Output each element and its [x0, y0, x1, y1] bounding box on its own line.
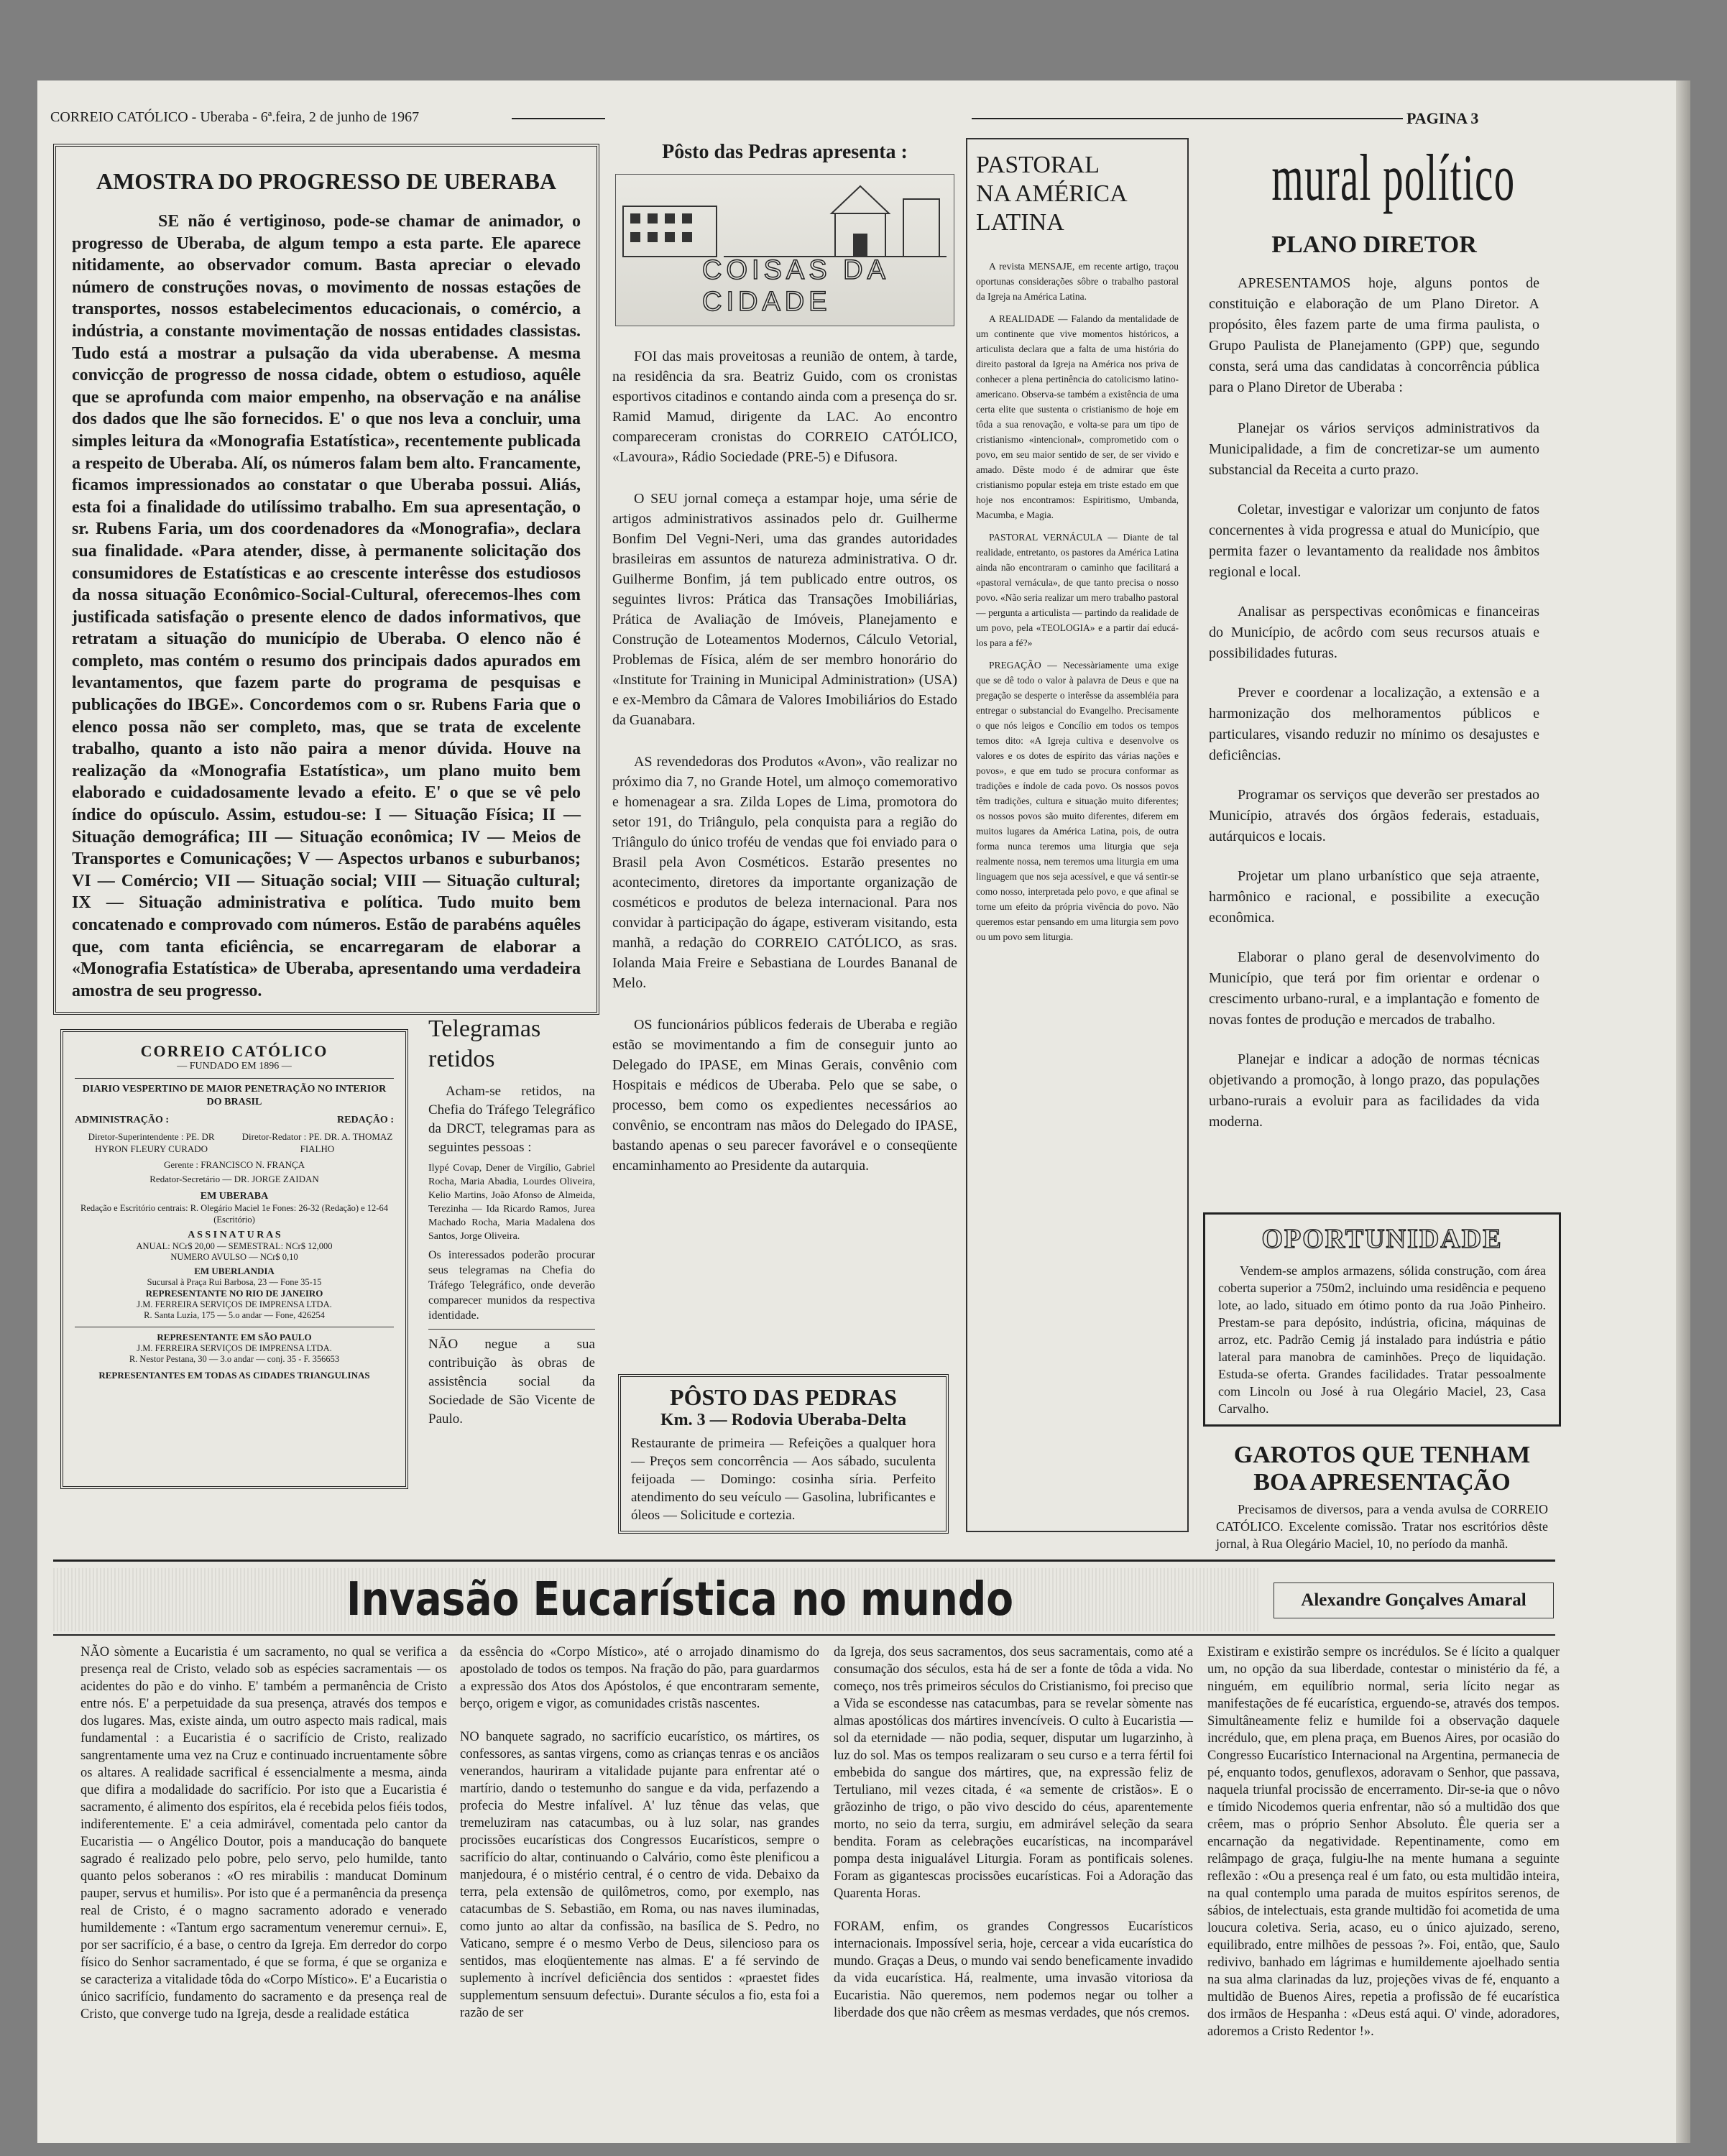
mural-point: Prever e coordenar a localização, a extensão e a harmonização dos melhoramentos públicos e particulares, visando reduzir no mínimo os desajustes e deficiências. — [1209, 685, 1539, 763]
expediente-gerente: Gerente : FRANCISCO N. FRANÇA — [163, 1159, 305, 1170]
expediente-rep-rio: REPRESENTANTE NO RIO DE JANEIRO — [145, 1288, 323, 1299]
pastoral-pregacao: PREGAÇÃO — Necessàriamente uma exige que se dê todo o valor à palavra de Deus e que na pregação se desperte o interêsse da assembléia para entregar o substancial do Evangelho. Precisamente o que nós leigos e Concílio em todos os tempos temos dito: «A Igreja cultiva e desenvolve os valores e os dotes de espírito das várias nações e povos», e que em tudo se procura conformar as tradições e índole de cada povo. Os nossos povos têm tradições, cultura e situação muito diferentes; os nossos povos são muito diferentes, diferem em muitos lugares da América Latina, pois, de outra forma nunca teremos uma liturgia que seja realmente nossa, nem teremos uma liturgia em uma linguagem que nos seja acessível, e que vá sentir-se como nosso, interpretada pelo povo, e que afinal se torne um efeito da própria vivência do povo. Não queremos estar pensando em uma liturgia sem povo ou um povo sem liturgia. — [976, 660, 1179, 942]
oportunidade-title: OPORTUNIDADE — [1261, 1224, 1503, 1254]
amostra-body: SE não é vertiginoso, pode-se chamar de animador, o progresso de Uberaba, de algum tempo a esta parte. Ele aparece nitidamente, ao observador comum. Basta apreciar o elevado número de construções novas, o movimento de nossas estações de transportes, nossos estabelecimentos educacionais, o comércio, a indústria, a constante movimentação de nossas entidades classistas. Tudo está a mostrar a pulsação da vida uberabense. A mesma convicção de progresso de nossa cidade, obtem o estudioso, aquêle que se aprofunda com maior empenho, na observação e na análise dos dados que lhe são fornecidos. E' o que nos leva a concluir, uma simples leitura da «Monografia Estatística», recentemente publicada a respeito de Uberaba. Alí, os números falam bem alto. Francamente, ficamos impressionados ao constatar o que Uberaba possui. Aliás, esta foi a finalidade do utilíssimo trabalho. Em sua apresentação, o sr. Rubens Faria, um dos coordenadores da «Monografia», declara sua finalidade. «Para atender, disse, à permanente solicitação dos consumidores de Estatísticas e ao crescente interêsse dos estudiosos da nossa situação Econômico-Social-Cultural, oferecemos-lhes com justificada satisfação o presente elenco de dados informativos, que retratam a situação do município de Uberaba. O elenco não é completo, mas contém o resumo dos principais dados apurados em levantamentos, que fazem parte do programa de pesquisas e publicações do IBGE». Concordemos com o sr. Rubens Faria que o elenco possa não ser completo, mas, que se trata de excelente trabalho, quanto a isto não paira a menor dúvida. Houve na realização da «Monografia Estatística», um plano muito bem elaborado e cuidadosamente levado a efeito. E' o que se vê pelo índice do opúsculo. Assim, estudou-se: I — Situação Física; II — Situação demográfica; III — Situação econômica; IV — Meios de Transportes e Comunicações; V — Aspectos urbanos e suburbanos; VI — Comércio; VII — Situação social; VIII — Situação cultural; IX — Situação administrativa e política. Tudo muito bem concatenado e comprovado com números. Estão de parabéns aquêles que, com tanta eficiência, se encarregaram de elaborar a «Monografia Estatística» de Uberaba, apresentando uma verdadeira amostra de seu progresso. — [72, 212, 581, 1000]
expediente-assinaturas: A S S I N A T U R A S — [188, 1230, 281, 1240]
expediente-director-super: Diretor-Superintendente : PE. DR HYRON FLEURY CURADO — [88, 1131, 215, 1154]
garotos-body: Precisamos de diversos, para a venda avulsa de CORREIO CATÓLICO. Excelente comissão. Tratar nos escritórios dêste jornal, à Rua Olegário Maciel, 10, no período da manhã. — [1216, 1502, 1548, 1551]
mural-point: Analisar as perspectivas econômicas e financeiras do Município, de acôrdo com seus recursos atuais e possibilidades futuras. — [1209, 604, 1539, 661]
expediente-uberlandia: EM UBERLANDIA — [194, 1266, 275, 1276]
posto-ad-box — [618, 1374, 949, 1534]
oportunidade-body: Vendem-se amplos armazens, sólida construção, com área coberta superior a 750m2, incluindo uma residência e pequeno lote, ao lado, situado em ótimo ponto da rua João Pinheiro. Prestam-se para depósito, indústria, oficina, máquinas de arroz, etc. Padrão Cemig já instalado para indústria e pátio lateral para manobra de caminhões. Preço de liquidação. Estuda-se oferta. Grandes facilidades. Tratar pessoalmente com Lincoln ou José à rua Olegário Maciel, 23, Casa Carvalho. — [1218, 1263, 1546, 1416]
mural-column — [1202, 138, 1547, 1202]
pastoral-column — [966, 138, 1189, 1532]
garotos-title-1: GAROTOS QUE TENHAM — [1233, 1442, 1531, 1468]
expediente-redacao-label: REDAÇÃO : — [337, 1115, 394, 1125]
pastoral-title-1: PASTORAL — [976, 152, 1100, 178]
expediente-admin-label: ADMINISTRAÇÃO : — [75, 1115, 170, 1125]
page-fold-shadow — [1676, 80, 1690, 2143]
expediente-em-uberaba: EM UBERABA — [200, 1191, 269, 1202]
expediente-rep-sp: REPRESENTANTE EM SÃO PAULO — [157, 1332, 312, 1342]
mural-point: Programar os serviços que deverão ser prestados ao Município, através dos órgãos federais, estaduais, autárquicos e locais. — [1209, 787, 1539, 844]
telegramas-body-2: Os interessados poderão procurar seus telegramas na Chefia do Tráfego Telegráfico, onde deverão comparecer munidos da respectiva identidade. — [428, 1249, 595, 1322]
mural-points-list — [1209, 418, 1539, 1133]
mural-point: Planejar os vários serviços administrativos da Municipalidade, a fim de concretizar-se um aumento substancial da Receita a curto prazo. — [1209, 420, 1539, 478]
expediente-rep-all: REPRESENTANTES EM TODAS AS CIDADES TRIANGULINAS — [98, 1370, 370, 1381]
invasao-col-2b-text: NO banquete sagrado, no sacrifício eucarístico, os mártires, os confessores, as santas virgens, como as crianças tenras e os anciãos venerandos, hauriram a vitalidade pujante para enfrentar até o martírio, dando o testemunho do sangue e da vida, perfazendo a profecia do Mestre infalível. A' luz tênue das velas, que tremeluziram nas catacumbas, ou à luz solar, nas grandes procissões eucarísticas dos Congressos Eucarísticos, sempre o sacrifício do altar, continuando o Calvário, como êste plenificou a manjedoura, é o mistério central, é o centro de vida. Debaixo da terra, pela extensão de quilômetros, como, por exemplo, nas catacumbas de S. Sebastião, em Roma, ou nas naves iluminadas, como junto ao altar da confissão, na basílica de S. Pedro, no Vaticano, sempre é o mesmo Verbo de Deus, silencioso para os sentidos, mas eloqüentemente nas almas. E' a fé servindo de suplemento à incrível deficiência dos sentidos : «praestet fides supplementum sensuum defectui». Durante séculos a fio, esta foi a razão de ser — [460, 1730, 819, 2020]
expediente-rep-sp-addr: R. Nestor Pestana, 30 — 3.o andar — conj. 35 - F. 356653 — [129, 1354, 340, 1364]
masthead-rule-right — [972, 118, 1403, 119]
mural-section: PLANO DIRETOR — [1271, 231, 1477, 258]
expediente-sucursal: Sucursal à Praça Rui Barbosa, 23 — Fone 35-15 — [147, 1277, 322, 1287]
coisas-p1: FOI das mais proveitosas a reunião de ontem, à tarde, na residência da sra. Beatriz Guido, com os cronistas esportivos citadinos e contando ainda com a presença do sr. Ramid Mamud, dirigente da LAC. Ao encontro compareceram cronistas do CORREIO CATÓLICO, «Lavoura», Rádio Sociedade (PRE-5) e Difusora. — [612, 349, 957, 465]
invasao-title: Invasão Eucarística no mundo — [346, 1573, 1014, 1626]
expediente-rep-rio-firm: J.M. FERREIRA SERVIÇOS DE IMPRENSA LTDA. — [137, 1299, 332, 1309]
pastoral-title-2: NA AMÉRICA — [976, 180, 1128, 207]
posto-ad-title: PÔSTO DAS PEDRAS — [670, 1384, 897, 1410]
coisas-p3: AS revendedoras dos Produtos «Avon», vão realizar no próximo dia 7, no Grande Hotel, um almoço comemorativo e homenagear a sra. Zilda Lopes de Lima, promotora do setor 191, do Triângulo, pela conquista para a região do Triângulo do único troféu de vendas que foi enviado para o Brasil pela Avon Cosméticos. Estarão presentes no acontecimento, diretores da importante organização de cosméticos e produtos de beleza internacional. Para nos convidar à participação do ágape, estiveram visitando, esta manhã, a redação do CORREIO CATÓLICO, as sras. Iolanda Maia Freire e Sebastiana de Lourdes Bananal de Melo. — [612, 754, 957, 991]
posto-ad-body: Restaurante de primeira — Refeições a qualquer hora — Preços sem concorrência — Aos sábado, suculenta feijoada — Domingo: cosinha síria. Perfeito atendimento do seu veículo — Gasolina, lubrificantes e óleos — Solicitude e cortezia. — [631, 1436, 936, 1523]
invasao-col-3a-text: da Igreja, dos seus sacramentos, dos seus sacramentais, como até a consumação dos séculos, esta há de ser a fonte de tôda a vida. No começo, nos três primeiros séculos do Cristianismo, foi preciso que a Vida se escondesse nas catacumbas, para se revelar sòmente nas almas apostólicas dos mártires invencíveis. O culto à Eucaristia — sol da eternidade — não podia, sequer, disputar um lugarzinho, à luz do sol. Mas os tempos realizaram o seu curso e a terra fértil foi embebida do sangue dos mártires, que, na expressão feliz de Tertuliano, mil vezes citada, é «a semente de cristãos». E o grãozinho de trigo, o pão vivo descido do céus, aparentemente morto, no seio da terra, surgiu, em admirável seleção da seara bendita. Foram as celebrações eucarísticas, na incomparável pompa desta inigualável Liturgia. Foram as pontificais solenes. Foram as gigantescas procissões eucarísticas. Foi a Adoração das Quarenta Horas. — [834, 1645, 1193, 1901]
telegramas-title-2: retidos — [428, 1046, 495, 1072]
expediente-tagline: DIARIO VESPERTINO DE MAIOR PENETRAÇÃO NO INTERIOR DO BRASIL — [82, 1084, 387, 1107]
mural-point: Projetar um plano urbanístico que seja atraente, harmônico e racional, e possibilite a execução econômica. — [1209, 868, 1539, 926]
expediente-redacao-addr: Redação e Escritório centrais: R. Olegário Maciel 1e Fones: 26-32 (Redação) e 12-64 (Escritório) — [80, 1203, 388, 1225]
garotos-box — [1203, 1439, 1561, 1568]
invasao-col-4 — [1207, 1644, 1560, 2132]
amostra-box — [53, 144, 599, 1015]
invasao-col-1-text: NÃO sòmente a Eucaristia é um sacramento, no qual se verifica a presença real de Cristo, velado sob as espécies sacramentais — os acidentes do pão e do vinho. E' também a permanência de Cristo entre nós. E' a perpetuidade da sua presença, através dos tempos e dos lugares. Mas, existe ainda, um outro aspecto mais radical, mais fundamental : a Eucaristia é o sacrifício de Cristo, realizado sangrentamente uma vez na Cruz e continuado incruentamente sôbre os altares. A realidade sacrifical é essencialmente a mesma, ainda que difira a modalidade do sacrifício. Por isto que a Eucaristia é sacramento, é alimento dos espíritos, ela é recebida pelos fiéis todos, indiferentemente. E' a ceia admirável, comentada pelo cantor da Eucaristia — o Angélico Doutor, pois a manducação do banquete sagrado é realizado pelo pobre, pelo servo, pelo humilde, tanto quanto pelos soberanos : «O res mirabilis : manducat Dominum pauper, servus et humilis». Por isto que é a permanência da presença real de Cristo, é o magno sacramento adorado e venerado humildemente : «Tantum ergo sacramentum veneremur cernui». E, por ser sacrifício, é a base, o centro da Igreja. Em derredor do corpo físico do Senhor sacramentado, é que se forma, é que se organiza e se caracteriza a vitalidade tôda do «Corpo Místico». E' a Eucaristia o único sacrifício, fundamento do sacramento e da presença real de Cristo, que converge tudo na Igreja, desde a realidade estática — [80, 1645, 447, 2022]
expediente-founded: — FUNDADO EM 1896 — — [177, 1061, 292, 1072]
posto-ad-subtitle: Km. 3 — Rodovia Uberaba-Delta — [660, 1411, 906, 1429]
telegramas-names: Ilypé Covap, Dener de Virgílio, Gabriel Rocha, Maria Abadia, Lourdes Oliveira, Kelio Martins, João Afonso de Almeida, Terezinha — Ida Ricardo Ramos, Jurea Machado Rocha, Maria Madalena dos Santos, Jorge Oliveira. — [428, 1163, 595, 1242]
mural-intro: APRESENTAMOS hoje, alguns pontos de constituição e elaboração de um Plano Diretor. A propósito, êles fazem parte de uma firma paulista, o Grupo Paulista de Planejamento (GPP) que, segundo consta, será uma das candidatas à concorrência pública para o Plano Diretor de Uberaba : — [1209, 275, 1539, 395]
expediente-rep-sp-firm: J.M. FERREIRA SERVIÇOS DE IMPRENSA LTDA. — [137, 1343, 332, 1353]
mural-logo: mural político — [1271, 141, 1516, 214]
telegramas-title-1: Telegramas — [428, 1015, 541, 1042]
invasao-col-2a-text: da essência do «Corpo Místico», até o arrojado dinamismo do apostolado de todos os tempos. Na fração do pão, para guardarmos a expressão dos Atos dos Apóstolos, é que encontraram semente, berço, origem e vigor, as comunidades cristãs nascentes. — [460, 1645, 819, 1711]
mural-point: Coletar, investigar e valorizar um conjunto de fatos concernentes à vida progressa e atual do Município, que permita fazer o levantamento da realidade nos âmbitos regional e local. — [1209, 502, 1539, 580]
masthead-left: CORREIO CATÓLICO - Uberaba - 6ª.feira, 2 de junho de 1967 — [50, 109, 420, 125]
oportunidade-box — [1203, 1212, 1561, 1427]
pastoral-title-3: LATINA — [976, 209, 1064, 236]
expediente-anual: ANUAL: NCr$ 20,00 — SEMESTRAL: NCr$ 12,000 — [136, 1241, 333, 1251]
city-buildings-icon — [616, 178, 954, 264]
garotos-title-2: BOA APRESENTAÇÃO — [1253, 1469, 1511, 1496]
expediente-director-redator: Diretor-Redator : PE. DR. A. THOMAZ FIALHO — [241, 1131, 393, 1154]
invasao-col-3b-text: FORAM, enfim, os grandes Congressos Eucarísticos internacionais. Impossível seria, hoje, cercear a vida eucarística do mundo. Graças a Deus, o mundo vai sendo beneficamente invadido da vida eucarística. Há, realmente, uma invasão vitoriosa da Eucaristia. Não queremos, nem podemos negar ou tolher a liberdade dos que não crêem as mesmas verdades, que nós cremos. — [834, 1920, 1193, 2020]
expediente-numero: NUMERO AVULSO — NCr$ 0,10 — [170, 1252, 298, 1262]
mural-point: Planejar e indicar a adoção de normas técnicas objetivando a promoção, à longo prazo, das populações urbano-rurais a evoluir para as facilidades da vida moderna. — [1209, 1051, 1539, 1130]
coisas-header: Pôsto das Pedras apresenta : — [662, 141, 908, 163]
mural-point: Elaborar o plano geral de desenvolvimento do Município, que terá por fim orientar e ordenar o crescimento urbano-rural, e a implantação e fomento de novas fontes de produção e mercados de trabalho. — [1209, 949, 1539, 1028]
coisas-p4: OS funcionários públicos federais de Uberaba e região estão se movimentando a fim de conseguir junto ao Delegado do IPASE, em Minas Gerais, convênio com Hospitais e médicos de Uberaba. Pelo que se sabe, o processo, bem como os expedientes necessários ao convênio, se encontram nas mãos do Delegado do IPASE, bastando apenas o seu parecer favorável e o conseqüente encaminhamento ao Presidente da autarquia. — [612, 1017, 957, 1174]
coisas-logo-line-1: COISAS DA — [702, 255, 890, 285]
invasao-col-2 — [460, 1644, 819, 2132]
expediente-redator-sec: Redator-Secretário — DR. JORGE ZAIDAN — [149, 1174, 319, 1184]
telegramas-body-3: NÃO negue a sua contribuição às obras de assistência social da Sociedade de São Vicente de Paulo. — [428, 1337, 595, 1427]
pastoral-vernacula: PASTORAL VERNÁCULA — Diante de tal realidade, entretanto, os pastores da América Latina ainda não encontraram o caminho que facilitará a «pastoral vernácula», de que tanto precisa o nosso povo. «Não seria realizar um mero trabalho pastoral — pergunta a articulista — partindo da realidade de um povo, pela «TEOLOGIA» e a partir daí educá-los para a fé?» — [976, 532, 1179, 648]
invasao-col-1 — [80, 1644, 447, 2132]
invasao-col-3 — [834, 1644, 1193, 2132]
amostra-title: AMOSTRA DO PROGRESSO DE UBERABA — [96, 168, 557, 194]
coisas-p2: O SEU jornal começa a estampar hoje, uma série de artigos administrativos assinados pelo dr. Guilherme Bonfim Del Vegni-Neri, uma das grandes autoridades brasileiras em assuntos de natureza administrativa. O dr. Guilherme Bonfim, já tem publicado entre outros, os seguintes livros: Prática das Transações Imobiliárias, Prática de Avaliação de Imóveis, Planejamento e Construção de Loteamentos Modernos, Cálculo Vetorial, Problemas de Física, além de ser membro honorário do «Institute for Training in Municipal Administration» (USA) e ex-Membro da Câmara de Valores Imobiliários do Estado da Guanabara. — [612, 491, 957, 728]
expediente-rep-rio-addr: R. Santa Luzia, 175 — 5.o andar — Fone, 426254 — [144, 1310, 325, 1320]
expediente-title: CORREIO CATÓLICO — [140, 1042, 328, 1060]
invasao-author: Alexandre Gonçalves Amaral — [1274, 1583, 1554, 1618]
coisas-column — [612, 137, 957, 1358]
pastoral-realidade: A REALIDADE — Falando da mentalidade de um continente que vive momentos históricos, a articulista declara que a falta de uma história do direito pastoral da Igreja na América nos priva de conhecer a plena pertinência do catolicismo latino-americano. Observa-se também a existência de uma certa elite que sustenta o cristianismo de hoje em tôda a sua renovação, e volta-se para um tipo de cristianismo «intencional», comprometido com o povo, em seu maior sentido de ser, de ser vivido e amado. Dêste modo é de admirar que êste cristianismo popular esteja em triste estado em que hoje nos encontramos: Espiritismo, Umbanda, Macumba, e Magia. — [976, 313, 1179, 520]
coisas-logo-line-2: CIDADE — [702, 287, 832, 317]
coisas-logo — [615, 174, 954, 326]
newspaper-page — [37, 80, 1690, 2143]
invasao-col-4-text: Existiram e existirão sempre os incrédulos. Se é lícito a qualquer um, no opção da sua liberdade, contestar o ministério da fé, a ninguém, em equilíbrio normal, seria lícito negar as manifestações de fé eucarística, erguendo-se, através dos tempos. Simultâneamente feliz e humilde foi a observação daquele incrédulo, que, em plena praça, em Buenos Aires, por ocasião do Congresso Eucarístico Internacional na Argentina, permanecia de pé, enquanto todos, genuflexos, adoravam o Senhor, que passava, naquela triunfal procissão de encerramento. Dir-se-ia que o nôvo e tímido Nicodemos queria enfrentar, não só a multidão dos que crêem, mas o próprio Senhor Absoluto. Êle queria ser a encarnação da negatividade. Repentinamente, como em relâmpago de graça, fulgiu-lhe na mente humana a seguinte reflexão : «Ou a presença real é um fato, ou esta multidão inteira, na qual contemplo uma parada de muitos espíritos serenos, de sábios, de intelectuais, esta grande multidão foi acometida de uma loucura coletiva. Seria, acaso, eu o único ajuizado, sereno, equilibrado, entre milhões de pessoas ?». Foi, então, que, Saulo redivivo, banhado em lágrimas e humildemente ajoelhado sentia na sua alma clarinadas da luz, projeções vivas de fé, enquanto a multidão de Buenos Aires, repetia a profissão de fé eucarística dos irmãos de Hespanha : «Deus está aqui. O' vinde, adoradores, adoremos a Cristo Redentor !». — [1207, 1645, 1560, 2039]
pastoral-intro: A revista MENSAJE, em recente artigo, traçou oportunas considerações sôbre o trabalho pastoral da Igreja na América Latina. — [976, 261, 1179, 302]
masthead-rule-left — [512, 118, 605, 119]
masthead-right: PAGINA 3 — [1406, 109, 1479, 127]
expediente-box — [60, 1029, 408, 1489]
telegramas-body-1: Acham-se retidos, na Chefia do Tráfego Telegráfico da DRCT, telegramas para as seguintes pessoas : — [428, 1084, 595, 1155]
telegramas-column — [425, 1015, 598, 1489]
invasao-bottom-rule — [53, 1634, 1555, 1636]
invasao-top-rule — [53, 1560, 1555, 1562]
